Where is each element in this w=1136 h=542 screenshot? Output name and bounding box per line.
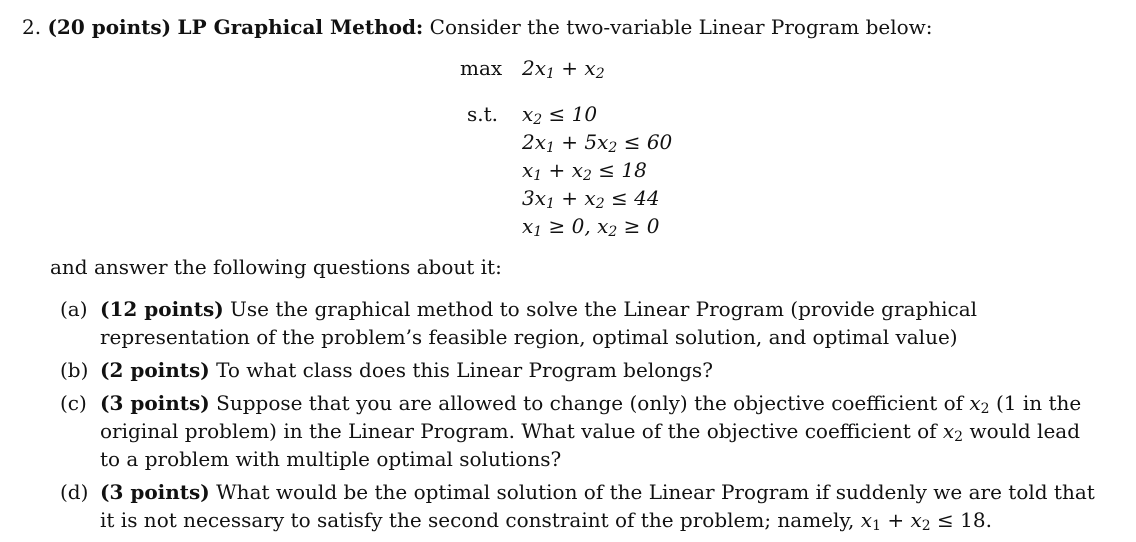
problem-title: LP Graphical Method: xyxy=(177,15,424,39)
question-c-points: (3 points) xyxy=(100,391,210,415)
question-b xyxy=(100,356,1100,384)
constraint-3: $x_1 + x_2 \le 18$ xyxy=(522,158,647,184)
objective-function: $2x_1 + x_2$ xyxy=(522,56,605,82)
problem-points: (20 points) xyxy=(47,15,172,39)
max-label: max xyxy=(460,56,503,80)
question-d-points: (3 points) xyxy=(100,480,210,504)
constraint-1: $x_2 \le 10$ xyxy=(522,102,598,128)
problem-intro: Consider the two-variable Linear Program below: xyxy=(429,15,933,39)
question-d xyxy=(100,478,1100,534)
question-a-label: (a) xyxy=(60,297,88,321)
question-b-points: (2 points) xyxy=(100,358,210,382)
question-c xyxy=(100,389,1100,473)
problem-number: 2. xyxy=(22,15,42,39)
question-a xyxy=(100,295,1100,351)
st-label: s.t. xyxy=(467,102,499,126)
answer-intro: and answer the following questions about it: xyxy=(50,255,502,279)
question-d-text: What would be the optimal solution of the Linear Program if suddenly we are told that it is not necessary to satisfy the second constraint of the problem; namely, $x_1 + x_2 \le 18$. xyxy=(100,480,1095,534)
constraint-4: $3x_1 + x_2 \le 44$ xyxy=(522,186,660,212)
question-c-text: Suppose that you are allowed to change (only) the objective coefficient of $x_2$ (1 in the original problem) in the Linear Program. What value of the objective coefficient of $x_2$ would lead to a problem with multiple optimal solutions? xyxy=(100,391,1082,471)
question-a-text: Use the graphical method to solve the Linear Program (provide graphical representation of the problem’s feasible region, optimal solution, and optimal value) xyxy=(100,297,978,349)
constraint-nonnegativity: $x_1 \ge 0$, $x_2 \ge 0$ xyxy=(522,214,660,240)
constraint-2: $2x_1 + 5x_2 \le 60$ xyxy=(522,130,673,156)
question-b-label: (b) xyxy=(60,358,89,382)
question-a-points: (12 points) xyxy=(100,297,224,321)
problem-header xyxy=(22,13,933,41)
question-d-label: (d) xyxy=(60,480,89,504)
question-b-text: To what class does this Linear Program belongs? xyxy=(216,358,713,382)
question-c-label: (c) xyxy=(60,391,87,415)
